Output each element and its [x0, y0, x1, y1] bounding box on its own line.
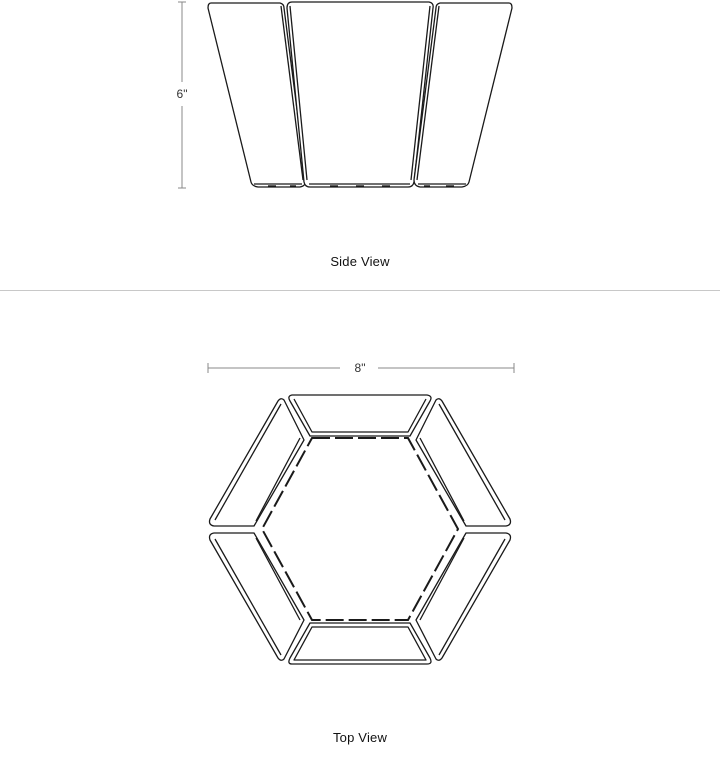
- inner-hexagon-feet: [262, 438, 458, 620]
- top-panel-bottom: [289, 623, 431, 664]
- top-panel-top: [289, 395, 431, 436]
- width-label: 8": [346, 361, 374, 375]
- top-panel-lower-left: [210, 533, 305, 660]
- top-panel-upper-right: [416, 399, 511, 526]
- top-panel-lower-right: [416, 533, 511, 660]
- height-label: 6": [170, 87, 194, 101]
- top-panel-upper-left: [210, 399, 305, 526]
- top-view-caption: Top View: [332, 730, 388, 745]
- side-view-caption: Side View: [330, 254, 390, 269]
